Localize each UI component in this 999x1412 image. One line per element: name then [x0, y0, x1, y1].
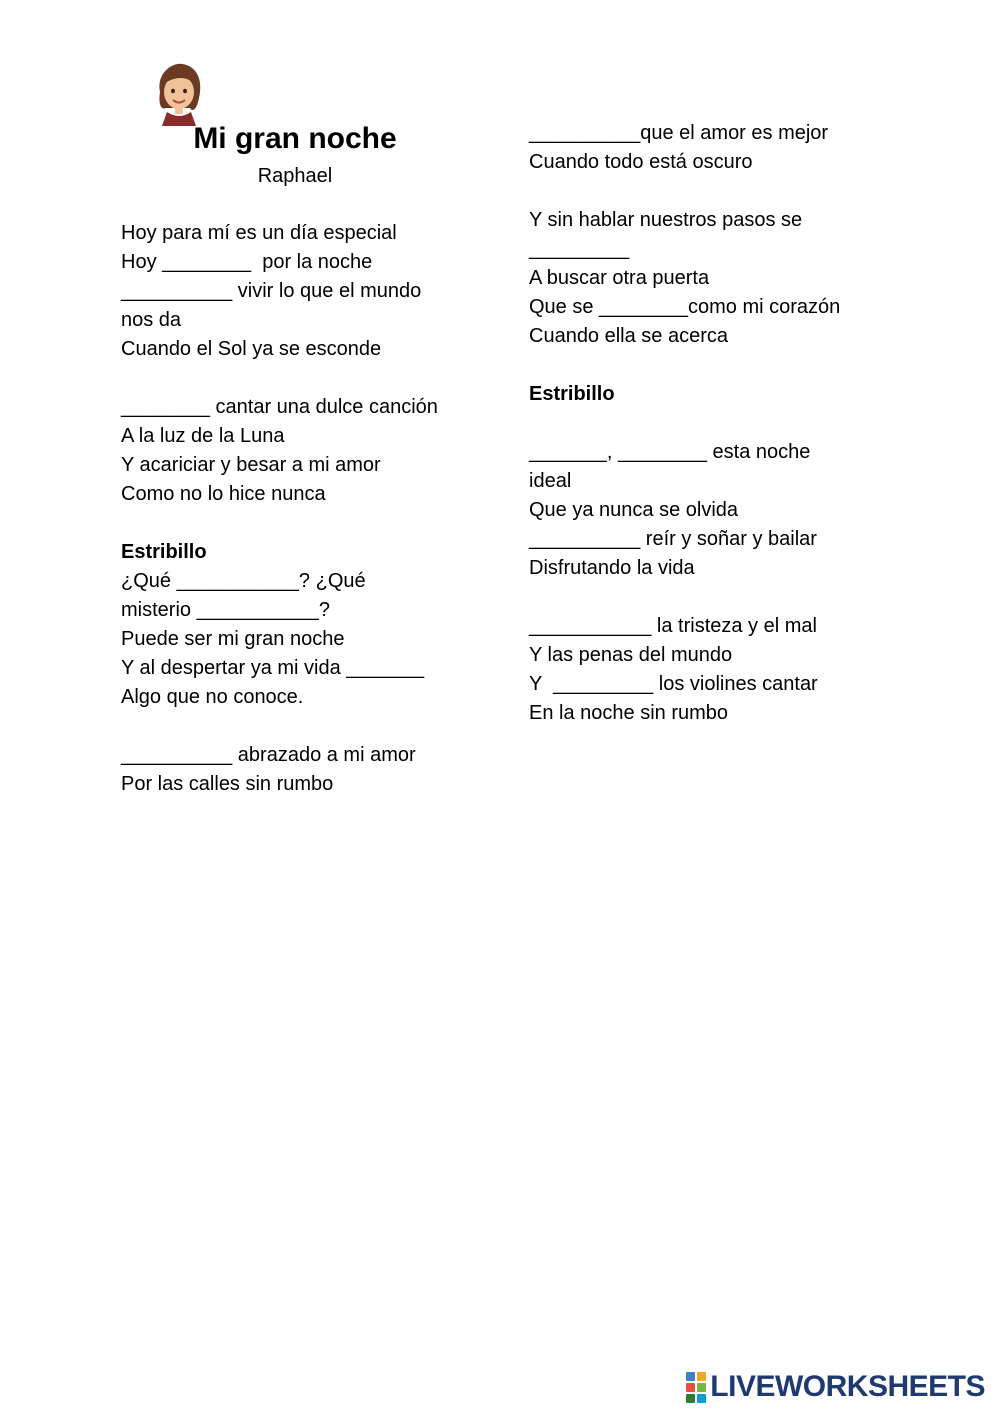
stanza-gap — [121, 364, 481, 393]
stanza-gap — [529, 351, 889, 380]
logo-square — [686, 1372, 695, 1381]
page-title: Mi gran noche — [193, 122, 397, 155]
lyric-line: __________que el amor es mejor — [529, 122, 829, 144]
lyric-line: Disfrutando la vida — [529, 557, 695, 579]
avatar — [152, 62, 204, 126]
stanza-gap — [529, 177, 889, 206]
lyric-line: A la luz de la Luna — [121, 425, 285, 447]
lyric-line: Y acariciar y besar a mi amor — [121, 454, 381, 476]
lyric-line: nos da — [121, 309, 182, 331]
lyric-line: __________ reír y soñar y bailar — [529, 528, 817, 550]
left-lyrics-column — [121, 219, 481, 799]
lyric-line: Cuando el Sol ya se esconde — [121, 338, 382, 360]
chorus-heading: Estribillo — [121, 541, 207, 563]
lyric-line: ideal — [529, 470, 572, 492]
lyric-line: Y al despertar ya mi vida _______ — [121, 657, 425, 679]
logo-square — [697, 1394, 706, 1403]
logo-square — [686, 1383, 695, 1392]
lyric-line: Algo que no conoce. — [121, 686, 304, 708]
lyric-line: Y sin hablar nuestros pasos se — [529, 209, 803, 231]
logo-square — [686, 1394, 695, 1403]
lyric-line: ________ cantar una dulce canción — [121, 396, 438, 418]
lyric-line: __________ abrazado a mi amor — [121, 744, 416, 766]
logo-square — [697, 1383, 706, 1392]
logo-square — [697, 1372, 706, 1381]
lyric-line: Hoy ________ por la noche — [121, 251, 373, 273]
lyric-line: En la noche sin rumbo — [529, 702, 729, 724]
lyric-line: Como no lo hice nunca — [121, 483, 326, 505]
lyric-line: Y las penas del mundo — [529, 644, 733, 666]
lyric-line: Puede ser mi gran noche — [121, 628, 345, 650]
stanza-gap — [529, 409, 889, 438]
lyric-line: ___________ la tristeza y el mal — [529, 615, 817, 637]
lyric-line: ¿Qué ___________? ¿Qué — [121, 570, 366, 592]
stanza-gap — [121, 712, 481, 741]
lyric-line: Que ya nunca se olvida — [529, 499, 739, 521]
lyric-line: Cuando todo está oscuro — [529, 151, 753, 173]
lyric-line: A buscar otra puerta — [529, 267, 710, 289]
stanza-gap — [121, 509, 481, 538]
stanza-gap — [529, 583, 889, 612]
lyric-line: Hoy para mí es un día especial — [121, 222, 397, 244]
lyric-line: _______, ________ esta noche — [529, 441, 811, 463]
lyric-line: _________ — [529, 238, 630, 260]
lyric-line: Y _________ los violines cantar — [529, 673, 818, 695]
lyric-line: Por las calles sin rumbo — [121, 773, 334, 795]
logo-icon — [686, 1372, 706, 1403]
lyric-line: __________ vivir lo que el mundo — [121, 280, 422, 302]
lyric-line: Cuando ella se acerca — [529, 325, 729, 347]
chorus-heading: Estribillo — [529, 383, 615, 405]
lyric-line: misterio ___________? — [121, 599, 331, 621]
liveworksheets-logo — [686, 1370, 985, 1404]
right-lyrics-column — [529, 119, 889, 728]
lyric-line: Que se ________como mi corazón — [529, 296, 841, 318]
artist-name: Raphael — [257, 165, 333, 187]
logo-text: LIVEWORKSHEETS — [710, 1370, 985, 1403]
